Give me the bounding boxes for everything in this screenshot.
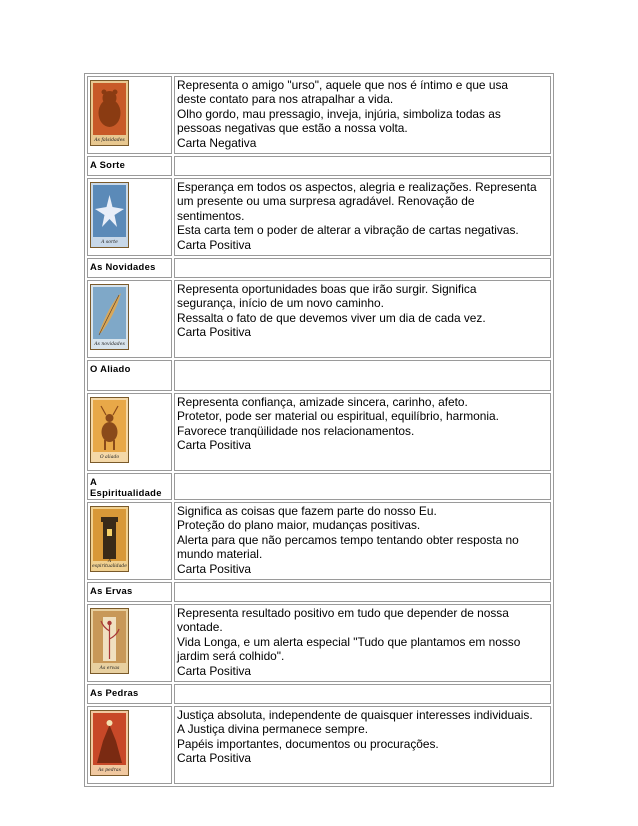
- herbs-card-icon: [91, 609, 128, 673]
- card-name-row: [87, 360, 551, 391]
- card-description: [174, 76, 551, 154]
- description-line: Favorece tranqüilidade nos relacionamentos.: [177, 423, 415, 438]
- description-line: Vida Longa, e um alerta especial "Tudo que plantamos em nosso: [177, 634, 521, 649]
- feather-card-icon: [91, 285, 128, 349]
- card-image-cell: [87, 502, 172, 580]
- card-name: [87, 473, 172, 500]
- description-line: Carta Positiva: [177, 237, 252, 252]
- card-image: [90, 182, 129, 248]
- card-description: [174, 604, 551, 682]
- description-line: Carta Positiva: [177, 663, 252, 678]
- card-image-cell: [87, 280, 172, 358]
- card-image: [90, 397, 129, 463]
- card-image-cell: [87, 76, 172, 154]
- description-line: sentimentos.: [177, 208, 245, 223]
- card-description: [174, 178, 551, 256]
- description-line: Representa resultado positivo em tudo que depender de nossa: [177, 606, 509, 620]
- card-image-cell: [87, 604, 172, 682]
- description-line: pessoas negativas que estão a nossa volta.: [177, 121, 408, 136]
- card-image: [90, 506, 129, 572]
- card-row: [87, 280, 551, 358]
- description-line: Representa oportunidades boas que irão surgir. Significa: [177, 282, 477, 296]
- card-name-row: [87, 473, 551, 500]
- card-row: [87, 706, 551, 784]
- card-description: [174, 393, 551, 471]
- description-line: Protetor, pode ser material ou espiritual, equilíbrio, harmonia.: [177, 409, 499, 424]
- description-line: Carta Positiva: [177, 438, 252, 453]
- card-image-cell: [87, 706, 172, 784]
- card-name-row: [87, 258, 551, 278]
- card-name: A Sorte: [87, 156, 172, 176]
- description-line: deste contato para nos atrapalhar a vida.: [177, 92, 394, 107]
- card-caption: As ervas: [99, 666, 120, 671]
- card-image: [90, 710, 129, 776]
- description-line: Alerta para que não percamos tempo tentando obter resposta no: [177, 532, 519, 547]
- card-description: [174, 280, 551, 358]
- description-line: A Justiça divina permanece sempre.: [177, 722, 369, 737]
- description-line: Significa as coisas que fazem parte do nosso Eu.: [177, 504, 437, 518]
- description-line: Ressalta o fato de que devemos viver um dia de cada vez.: [177, 310, 486, 325]
- description-line: Carta Positiva: [177, 751, 252, 766]
- cards-table: [84, 73, 554, 787]
- card-image-cell: [87, 178, 172, 256]
- empty-cell: [174, 156, 551, 176]
- card-row: [87, 604, 551, 682]
- stones-card-icon: [91, 711, 128, 775]
- card-row: [87, 393, 551, 471]
- description-line: Carta Positiva: [177, 325, 252, 340]
- empty-cell: [174, 582, 551, 602]
- card-row: [87, 178, 551, 256]
- card-caption: As falsidades: [94, 138, 125, 143]
- description-line: Esperança em todos os aspectos, alegria e realizações. Representa: [177, 180, 537, 194]
- description-line: Carta Negativa: [177, 135, 257, 150]
- description-line: Papéis importantes, documentos ou procurações.: [177, 736, 439, 751]
- description-line: Justiça absoluta, independente de quaisquer interesses individuais.: [177, 708, 533, 722]
- card-image: [90, 284, 129, 350]
- card-row: [87, 502, 551, 580]
- description-line: jardim será colhido".: [177, 649, 285, 664]
- empty-cell: [174, 684, 551, 704]
- description-line: vontade.: [177, 620, 223, 635]
- description-line: Proteção do plano maior, mudanças positivas.: [177, 518, 421, 533]
- deer-card-icon: [91, 398, 128, 462]
- description-line: Olho gordo, mau pressagio, inveja, injúria, simboliza todas as: [177, 106, 501, 121]
- card-name: O Aliado: [87, 360, 172, 391]
- card-name: As Ervas: [87, 582, 172, 602]
- card-name-row: [87, 582, 551, 602]
- card-image: [90, 80, 129, 146]
- card-caption: A espiritualidade: [92, 559, 127, 569]
- description-line: segurança, início de um novo caminho.: [177, 296, 384, 311]
- empty-cell: [174, 473, 551, 500]
- card-name: As Novidades: [87, 258, 172, 278]
- card-description: [174, 706, 551, 784]
- card-caption: A sorte: [101, 240, 118, 245]
- card-name-row: [87, 684, 551, 704]
- card-image: [90, 608, 129, 674]
- bear-card-icon: [91, 81, 128, 145]
- card-caption: O aliado: [99, 455, 120, 460]
- description-line: Representa confiança, amizade sincera, carinho, afeto.: [177, 395, 468, 409]
- card-name: As Pedras: [87, 684, 172, 704]
- description-line: Esta carta tem o poder de alterar a vibração de cartas negativas.: [177, 223, 519, 238]
- card-caption: As novidades: [94, 342, 125, 347]
- card-description: [174, 502, 551, 580]
- description-line: Representa o amigo "urso", aquele que nos é íntimo e que usa: [177, 78, 509, 92]
- card-name-line: A: [90, 476, 98, 487]
- card-image-cell: [87, 393, 172, 471]
- description-line: mundo material.: [177, 547, 263, 562]
- empty-cell: [174, 360, 551, 391]
- description-line: um presente ou uma surpresa agradável. Renovação de: [177, 194, 475, 209]
- card-name-line: Espiritualidade: [90, 487, 162, 498]
- star-card-icon: [91, 183, 128, 247]
- card-caption: As pedras: [97, 768, 122, 773]
- description-line: Carta Positiva: [177, 561, 252, 576]
- card-name-row: [87, 156, 551, 176]
- card-row: [87, 76, 551, 154]
- empty-cell: [174, 258, 551, 278]
